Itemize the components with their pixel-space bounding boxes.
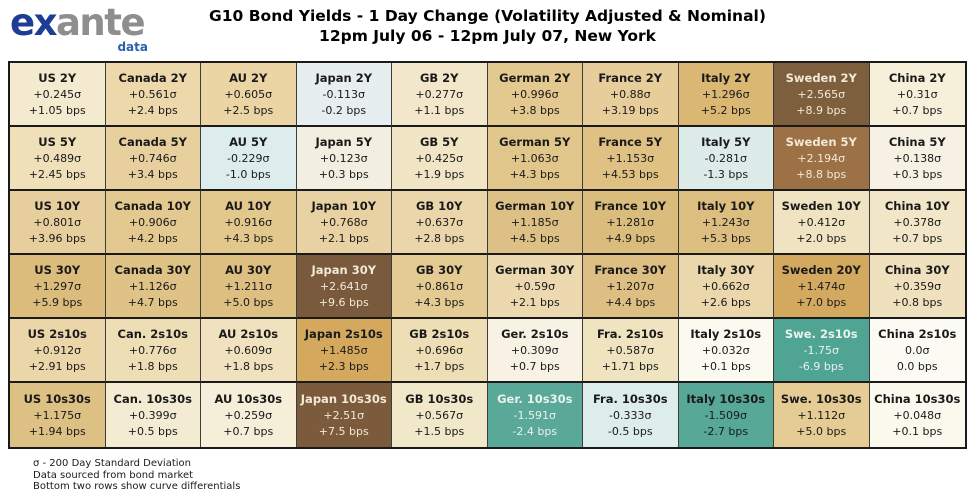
cell-title: GB 5Y [419, 135, 459, 149]
cell-title: Sweden 10Y [781, 199, 861, 213]
cell-bps-value: +4.5 bps [509, 232, 560, 245]
cell-title: France 10Y [594, 199, 667, 213]
yield-cell-gb-10s30s [392, 383, 488, 447]
yield-cell-gb-5y [392, 127, 488, 191]
cell-title: AU 2s10s [218, 327, 279, 341]
yield-cell-italy-5y [679, 127, 775, 191]
cell-title: Ger. 10s30s [497, 392, 573, 406]
cell-title: China 10s30s [874, 392, 961, 406]
cell-bps-value: +5.9 bps [32, 296, 83, 309]
yield-cell-china-10s30s [870, 383, 966, 447]
cell-title: German 5Y [499, 135, 571, 149]
cell-sigma-value: +0.309σ [510, 344, 559, 357]
cell-title: AU 30Y [225, 263, 272, 277]
yield-cell-japan-10y [297, 191, 393, 255]
chart-title-line2: 12pm July 06 - 12pm July 07, New York [319, 27, 656, 45]
cell-title: Can. 10s30s [113, 392, 192, 406]
cell-title: GB 10s30s [405, 392, 474, 406]
cell-title: Japan 2Y [315, 71, 373, 85]
cell-bps-value: +1.05 bps [28, 104, 86, 117]
yield-cell-us-10y [10, 191, 106, 255]
cell-bps-value: -0.5 bps [607, 425, 653, 438]
cell-sigma-value: +1.296σ [701, 88, 750, 101]
cell-bps-value: -2.7 bps [703, 425, 749, 438]
cell-sigma-value: +0.88σ [609, 88, 651, 101]
cell-bps-value: 0.0 bps [896, 360, 938, 373]
yield-cell-us-30y [10, 255, 106, 319]
cell-title: German 30Y [495, 263, 575, 277]
yield-cell-italy-30y [679, 255, 775, 319]
cell-bps-value: +4.53 bps [601, 168, 659, 181]
cell-bps-value: +0.7 bps [892, 104, 943, 117]
cell-bps-value: -1.0 bps [225, 168, 271, 181]
cell-sigma-value: +0.912σ [33, 344, 82, 357]
cell-sigma-value: -0.333σ [609, 409, 652, 422]
cell-bps-value: +2.3 bps [318, 360, 369, 373]
yield-cell-au-10s30s [201, 383, 297, 447]
cell-sigma-value: +0.489σ [33, 152, 82, 165]
cell-bps-value: +0.3 bps [318, 168, 369, 181]
footnote-sigma-definition: σ - 200 Day Standard Deviation [33, 458, 191, 469]
yield-cell-gb-30y [392, 255, 488, 319]
cell-title: Japan 2s10s [304, 327, 383, 341]
cell-sigma-value: +1.297σ [33, 280, 82, 293]
yield-cell-canada-10y [106, 191, 202, 255]
cell-title: Italy 2s10s [690, 327, 762, 341]
yield-cell-german-2y [488, 63, 584, 127]
chart-title-line1: G10 Bond Yields - 1 Day Change (Volatility Adjusted & Nominal) [209, 7, 766, 25]
header [0, 0, 975, 60]
yield-cell-au-10y [201, 191, 297, 255]
cell-sigma-value: +0.138σ [893, 152, 942, 165]
cell-sigma-value: +0.768σ [319, 216, 368, 229]
yield-cell-china-10y [870, 191, 966, 255]
cell-title: Sweden 5Y [785, 135, 857, 149]
cell-sigma-value: +0.59σ [514, 280, 556, 293]
cell-sigma-value: +0.359σ [893, 280, 942, 293]
yield-cell-ger-10s30s [488, 383, 584, 447]
yield-cell-german-10y [488, 191, 584, 255]
cell-sigma-value: -0.229σ [227, 152, 270, 165]
cell-bps-value: +1.8 bps [127, 360, 178, 373]
cell-title: AU 10Y [225, 199, 272, 213]
cell-sigma-value: +0.245σ [33, 88, 82, 101]
yield-cell-china-5y [870, 127, 966, 191]
cell-sigma-value: 0.0σ [905, 344, 930, 357]
cell-sigma-value: +0.123σ [319, 152, 368, 165]
yield-cell-sweden-2y [774, 63, 870, 127]
cell-bps-value: +4.4 bps [605, 296, 656, 309]
cell-sigma-value: +0.861σ [415, 280, 464, 293]
cell-bps-value: +1.8 bps [223, 360, 274, 373]
cell-title: AU 5Y [229, 135, 268, 149]
cell-sigma-value: +2.51σ [323, 409, 365, 422]
cell-sigma-value: +1.175σ [33, 409, 82, 422]
cell-title: GB 2s10s [409, 327, 470, 341]
yield-cell-can-10s30s [106, 383, 202, 447]
cell-bps-value: +5.2 bps [700, 104, 751, 117]
yield-cell-au-30y [201, 255, 297, 319]
cell-bps-value: +3.19 bps [601, 104, 659, 117]
cell-title: Canada 10Y [114, 199, 191, 213]
cell-sigma-value: +0.906σ [128, 216, 177, 229]
cell-title: Canada 30Y [114, 263, 191, 277]
yield-cell-au-2s10s [201, 319, 297, 383]
cell-sigma-value: +0.916σ [224, 216, 273, 229]
cell-bps-value: +5.0 bps [796, 425, 847, 438]
cell-sigma-value: +1.112σ [797, 409, 846, 422]
yield-cell-china-2s10s [870, 319, 966, 383]
cell-sigma-value: +1.207σ [606, 280, 655, 293]
cell-title: GB 2Y [419, 71, 459, 85]
yield-cell-gb-2s10s [392, 319, 488, 383]
logo-ex: ex [10, 1, 56, 44]
cell-bps-value: +2.4 bps [127, 104, 178, 117]
yield-cell-fra-10s30s [583, 383, 679, 447]
cell-title: France 2Y [598, 71, 663, 85]
footnote-curve-rows: Bottom two rows show curve differentials [33, 481, 241, 492]
cell-title: Fra. 2s10s [596, 327, 664, 341]
cell-sigma-value: +0.277σ [415, 88, 464, 101]
cell-title: German 10Y [495, 199, 575, 213]
cell-bps-value: -0.2 bps [321, 104, 367, 117]
yield-cell-italy-2y [679, 63, 775, 127]
cell-sigma-value: +0.048σ [893, 409, 942, 422]
cell-bps-value: +2.1 bps [318, 232, 369, 245]
cell-title: US 10s30s [23, 392, 91, 406]
cell-bps-value: +1.9 bps [414, 168, 465, 181]
cell-bps-value: +2.45 bps [28, 168, 86, 181]
yield-cell-us-2y [10, 63, 106, 127]
cell-title: Italy 5Y [701, 135, 751, 149]
cell-title: France 30Y [594, 263, 667, 277]
cell-sigma-value: +1.185σ [510, 216, 559, 229]
yield-cell-japan-5y [297, 127, 393, 191]
cell-sigma-value: +2.641σ [319, 280, 368, 293]
cell-title: China 10Y [884, 199, 950, 213]
cell-sigma-value: +0.567σ [415, 409, 464, 422]
cell-bps-value: +4.2 bps [127, 232, 178, 245]
yield-cell-ger-2s10s [488, 319, 584, 383]
yield-cell-china-2y [870, 63, 966, 127]
cell-bps-value: +4.9 bps [605, 232, 656, 245]
yield-cell-canada-30y [106, 255, 202, 319]
cell-sigma-value: +2.565σ [797, 88, 846, 101]
cell-title: China 5Y [888, 135, 946, 149]
yield-cell-italy-2s10s [679, 319, 775, 383]
cell-sigma-value: +0.561σ [128, 88, 177, 101]
cell-sigma-value: +0.696σ [415, 344, 464, 357]
cell-bps-value: +0.7 bps [892, 232, 943, 245]
cell-title: Can. 2s10s [117, 327, 188, 341]
cell-title: US 30Y [34, 263, 81, 277]
yield-cell-japan-10s30s [297, 383, 393, 447]
cell-sigma-value: +0.637σ [415, 216, 464, 229]
yields-grid [8, 61, 967, 449]
footnote-data-source: Data sourced from bond market [33, 469, 194, 481]
cell-title: GB 10Y [415, 199, 463, 213]
cell-title: AU 10s30s [214, 392, 283, 406]
cell-bps-value: +8.9 bps [796, 104, 847, 117]
cell-bps-value: +0.1 bps [892, 425, 943, 438]
cell-bps-value: +2.91 bps [28, 360, 86, 373]
cell-bps-value: +5.0 bps [223, 296, 274, 309]
cell-sigma-value: +0.378σ [893, 216, 942, 229]
cell-bps-value: +2.5 bps [223, 104, 274, 117]
cell-title: China 2s10s [878, 327, 957, 341]
cell-bps-value: -2.4 bps [512, 425, 558, 438]
cell-sigma-value: +0.746σ [128, 152, 177, 165]
cell-bps-value: +5.3 bps [700, 232, 751, 245]
cell-title: GB 30Y [415, 263, 463, 277]
cell-sigma-value: +2.194σ [797, 152, 846, 165]
yield-cell-japan-2y [297, 63, 393, 127]
cell-sigma-value: -0.113σ [322, 88, 365, 101]
cell-title: Sweden 20Y [781, 263, 861, 277]
cell-sigma-value: +0.425σ [415, 152, 464, 165]
yield-cell-italy-10y [679, 191, 775, 255]
cell-bps-value: +4.3 bps [509, 168, 560, 181]
yield-cell-au-5y [201, 127, 297, 191]
cell-sigma-value: -1.591σ [513, 409, 556, 422]
logo-data-label: data [117, 40, 148, 54]
cell-bps-value: +0.3 bps [892, 168, 943, 181]
yield-cell-au-2y [201, 63, 297, 127]
cell-title: Swe. 10s30s [780, 392, 862, 406]
cell-sigma-value: +0.609σ [224, 344, 273, 357]
cell-bps-value: +3.4 bps [127, 168, 178, 181]
cell-sigma-value: +1.211σ [224, 280, 273, 293]
cell-bps-value: +9.6 bps [318, 296, 369, 309]
cell-sigma-value: +0.587σ [606, 344, 655, 357]
cell-sigma-value: +0.31σ [896, 88, 938, 101]
yield-cell-france-2y [583, 63, 679, 127]
footnotes [33, 458, 240, 493]
cell-sigma-value: +0.032σ [701, 344, 750, 357]
cell-title: US 2s10s [27, 327, 87, 341]
cell-bps-value: +0.1 bps [700, 360, 751, 373]
cell-title: Italy 10s30s [686, 392, 766, 406]
cell-bps-value: +3.8 bps [509, 104, 560, 117]
cell-sigma-value: +0.662σ [701, 280, 750, 293]
yield-cell-china-30y [870, 255, 966, 319]
cell-sigma-value: -0.281σ [704, 152, 747, 165]
cell-bps-value: +1.1 bps [414, 104, 465, 117]
cell-sigma-value: +1.126σ [128, 280, 177, 293]
yield-cell-gb-10y [392, 191, 488, 255]
cell-bps-value: +2.0 bps [796, 232, 847, 245]
cell-sigma-value: +1.474σ [797, 280, 846, 293]
yield-cell-sweden-10y [774, 191, 870, 255]
cell-title: China 2Y [888, 71, 946, 85]
cell-title: Fra. 10s30s [592, 392, 668, 406]
yield-cell-japan-2s10s [297, 319, 393, 383]
cell-title: Canada 2Y [118, 71, 187, 85]
yield-cell-can-2s10s [106, 319, 202, 383]
cell-title: France 5Y [598, 135, 663, 149]
yield-cell-us-2s10s [10, 319, 106, 383]
chart-title [0, 6, 975, 46]
cell-bps-value: -1.3 bps [703, 168, 749, 181]
yield-cell-italy-10s30s [679, 383, 775, 447]
cell-title: US 5Y [38, 135, 77, 149]
cell-sigma-value: -1.75σ [803, 344, 839, 357]
yield-cell-us-5y [10, 127, 106, 191]
cell-sigma-value: +0.801σ [33, 216, 82, 229]
cell-title: US 2Y [38, 71, 77, 85]
cell-sigma-value: -1.509σ [704, 409, 747, 422]
yield-cell-france-5y [583, 127, 679, 191]
cell-bps-value: +0.5 bps [127, 425, 178, 438]
yield-cell-canada-5y [106, 127, 202, 191]
cell-bps-value: +4.3 bps [223, 232, 274, 245]
cell-title: Japan 10Y [311, 199, 377, 213]
cell-sigma-value: +1.153σ [606, 152, 655, 165]
cell-title: Sweden 2Y [785, 71, 857, 85]
cell-bps-value: +1.71 bps [601, 360, 659, 373]
cell-bps-value: +2.1 bps [509, 296, 560, 309]
cell-sigma-value: +0.412σ [797, 216, 846, 229]
yield-cell-swe-10s30s [774, 383, 870, 447]
cell-title: Ger. 2s10s [501, 327, 569, 341]
cell-title: Japan 5Y [315, 135, 373, 149]
logo-ante: ante [55, 1, 145, 44]
cell-title: Swe. 2s10s [784, 327, 858, 341]
cell-bps-value: +8.8 bps [796, 168, 847, 181]
yield-cell-swe-2s10s [774, 319, 870, 383]
yield-cell-france-10y [583, 191, 679, 255]
cell-title: Italy 10Y [697, 199, 755, 213]
cell-title: US 10Y [34, 199, 81, 213]
cell-sigma-value: +0.605σ [224, 88, 273, 101]
cell-bps-value: +4.3 bps [414, 296, 465, 309]
cell-bps-value: +3.96 bps [28, 232, 86, 245]
cell-bps-value: +1.94 bps [28, 425, 86, 438]
yield-cell-fra-2s10s [583, 319, 679, 383]
cell-title: German 2Y [499, 71, 571, 85]
cell-bps-value: +1.5 bps [414, 425, 465, 438]
cell-bps-value: +7.5 bps [318, 425, 369, 438]
cell-sigma-value: +1.281σ [606, 216, 655, 229]
cell-sigma-value: +0.259σ [224, 409, 273, 422]
cell-bps-value: +1.7 bps [414, 360, 465, 373]
yield-cell-sweden-20y [774, 255, 870, 319]
cell-sigma-value: +0.776σ [128, 344, 177, 357]
cell-title: AU 2Y [229, 71, 268, 85]
cell-sigma-value: +0.399σ [128, 409, 177, 422]
cell-sigma-value: +0.996σ [510, 88, 559, 101]
cell-bps-value: -6.9 bps [798, 360, 844, 373]
cell-sigma-value: +1.485σ [319, 344, 368, 357]
cell-bps-value: +2.6 bps [700, 296, 751, 309]
cell-bps-value: +2.8 bps [414, 232, 465, 245]
cell-sigma-value: +1.243σ [701, 216, 750, 229]
cell-title: Japan 30Y [311, 263, 377, 277]
cell-bps-value: +0.7 bps [223, 425, 274, 438]
cell-title: China 30Y [884, 263, 950, 277]
yield-cell-france-30y [583, 255, 679, 319]
cell-title: Italy 2Y [701, 71, 751, 85]
yield-cell-sweden-5y [774, 127, 870, 191]
yield-cell-german-5y [488, 127, 584, 191]
cell-bps-value: +0.7 bps [509, 360, 560, 373]
cell-title: Japan 10s30s [300, 392, 387, 406]
yield-cell-gb-2y [392, 63, 488, 127]
cell-sigma-value: +1.063σ [510, 152, 559, 165]
cell-title: Canada 5Y [118, 135, 187, 149]
yield-cell-us-10s30s [10, 383, 106, 447]
yield-cell-german-30y [488, 255, 584, 319]
yield-cell-japan-30y [297, 255, 393, 319]
cell-title: Italy 30Y [697, 263, 755, 277]
yield-cell-canada-2y [106, 63, 202, 127]
cell-bps-value: +7.0 bps [796, 296, 847, 309]
cell-bps-value: +0.8 bps [892, 296, 943, 309]
cell-bps-value: +4.7 bps [127, 296, 178, 309]
